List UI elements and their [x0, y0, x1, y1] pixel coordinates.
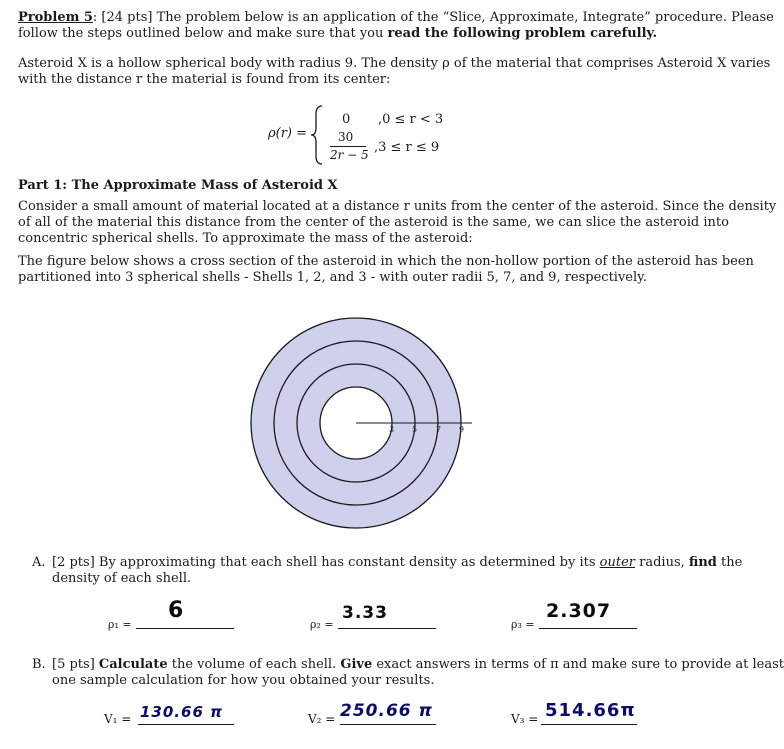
question-a-find: find	[688, 555, 717, 570]
problem-header-line1	[18, 10, 774, 26]
intro-line1: Asteroid X is a hollow spherical body with radius 9. The density ρ of the material that comprises Asteroid X varies	[18, 56, 771, 71]
radius-label-9: 9	[459, 425, 465, 434]
v3-answer-line	[541, 724, 637, 725]
question-a-outer: outer	[599, 555, 635, 570]
problem-header-line2	[18, 26, 718, 42]
question-a-line1	[52, 555, 742, 571]
instructions-text: follow the steps outlined below and make sure that you	[18, 26, 388, 41]
radius-label-5: 5	[412, 425, 418, 434]
rho1-label: ρ₁ =	[108, 618, 132, 631]
question-b-line2: one sample calculation for how you obtained your results.	[52, 673, 435, 688]
left-brace-icon	[310, 104, 324, 166]
part1-p1-line1: Consider a small amount of material located at a distance r units from the center of the asteroid. Since the density	[18, 199, 777, 214]
question-a-text-pre: [2 pts] By approximating that each shell has constant density as determined by its	[52, 555, 600, 570]
asteroid-cross-section	[240, 318, 480, 538]
rho1-answer[interactable]: 6	[168, 598, 185, 623]
problem-points-text: : [24 pts] The problem below is an application of the “Slice, Approximate, Integrate” procedure. Please	[92, 10, 774, 25]
v2-label: V₂ =	[308, 712, 336, 726]
rho2-answer[interactable]: 3.33	[342, 603, 388, 623]
part1-heading-text: Part 1: The Approximate Mass of Asteroid X	[18, 178, 338, 193]
question-b-text-pre: [5 pts]	[52, 657, 99, 672]
case1-condition: ,0 ≤ r < 3	[378, 112, 444, 127]
v1-answer-line	[138, 724, 234, 725]
case2-numerator: 30	[338, 130, 354, 144]
case2-condition: ,3 ≤ r ≤ 9	[374, 140, 440, 155]
part1-heading	[18, 178, 718, 194]
question-b-text-post: exact answers in terms of π and make sure to provide at least	[372, 657, 784, 672]
rho2-answer-line	[338, 628, 436, 629]
v3-answer[interactable]: 514.66π	[545, 700, 636, 721]
v1-answer[interactable]: 130.66 π	[140, 703, 223, 721]
rho3-answer-line	[539, 628, 637, 629]
radius-label-3: 3	[389, 425, 395, 434]
question-b-text-mid: the volume of each shell.	[167, 657, 341, 672]
case1-value: 0	[342, 112, 351, 127]
question-a-text-mid: radius,	[635, 555, 689, 570]
part1-p1-line3: concentric spherical shells. To approximate the mass of the asteroid:	[18, 231, 473, 246]
rho1-answer-line	[136, 628, 234, 629]
part1-p2-line1: The figure below shows a cross section of the asteroid in which the non-hollow portion of the asteroid has been	[18, 254, 754, 269]
question-b-give: Give	[340, 657, 373, 672]
v2-answer-line	[340, 724, 436, 725]
problem-label: Problem 5	[18, 10, 93, 25]
question-b-line1	[52, 657, 784, 673]
rho3-answer[interactable]: 2.307	[546, 600, 612, 622]
v2-answer[interactable]: 250.66 π	[340, 701, 433, 721]
question-b-label: B.	[32, 657, 46, 672]
question-a-line2: density of each shell.	[52, 571, 192, 586]
question-a-text-post: the	[716, 555, 743, 570]
v1-label: V₁ =	[104, 712, 132, 726]
part1-p1-line2: of all of the material this distance from the center of the asteroid is the same, we can slice the asteroid into	[18, 215, 729, 230]
fraction-bar	[330, 146, 366, 147]
part1-p2-line2: partitioned into 3 spherical shells - Shells 1, 2, and 3 - with outer radii 5, 7, and 9, respectively.	[18, 270, 647, 285]
density-formula	[260, 104, 480, 166]
rho3-label: ρ₃ =	[511, 618, 535, 631]
question-a-label: A.	[32, 555, 46, 570]
instructions-bold: read the following problem carefully.	[387, 26, 658, 41]
question-b-calculate: Calculate	[98, 657, 168, 672]
rho2-label: ρ₂ =	[310, 618, 334, 631]
intro-line2: with the distance r the material is found from its center:	[18, 72, 391, 87]
case2-denominator: 2r − 5	[330, 148, 369, 162]
v3-label: V₃ =	[511, 712, 539, 726]
formula-lhs: ρ(r) =	[268, 126, 308, 141]
radius-label-7: 7	[436, 425, 442, 434]
